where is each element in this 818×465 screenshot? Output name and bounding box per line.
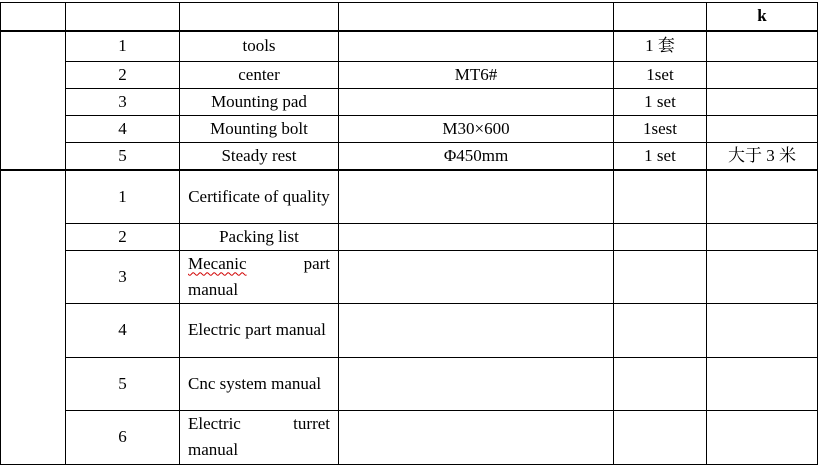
table-row (1, 250, 818, 303)
empty-cell (707, 170, 818, 223)
row-number: 5 (66, 143, 180, 171)
empty-cell (707, 303, 818, 357)
item-qty: 1sest (614, 116, 707, 143)
empty-cell (339, 223, 614, 250)
empty-cell (707, 357, 818, 410)
item-qty: 1set (614, 62, 707, 89)
header-cell (1, 3, 66, 31)
table-row (1, 410, 818, 464)
item-name: Steady rest (180, 143, 339, 171)
table-row (1, 223, 818, 250)
header-cell-k: k (707, 3, 818, 31)
empty-cell (339, 357, 614, 410)
empty-cell (339, 170, 614, 223)
header-row (1, 3, 818, 31)
empty-cell (614, 410, 707, 464)
row-number: 3 (66, 250, 180, 303)
row-number: 3 (66, 89, 180, 116)
table-row (1, 303, 818, 357)
table-row (1, 116, 818, 143)
item-note (707, 89, 818, 116)
row-number: 1 (66, 31, 180, 62)
item-spec: Φ450mm (339, 143, 614, 171)
empty-cell (339, 303, 614, 357)
equipment-table (0, 2, 818, 465)
empty-cell (339, 410, 614, 464)
item-spec (339, 31, 614, 62)
item-note: 大于 3 米 (707, 143, 818, 171)
row-number: 1 (66, 170, 180, 223)
row-number: 2 (66, 62, 180, 89)
item-spec (339, 89, 614, 116)
empty-cell (707, 223, 818, 250)
item-qty: 1 set (614, 143, 707, 171)
empty-cell (707, 250, 818, 303)
item-name: Electric part manual (180, 303, 339, 357)
row-number: 2 (66, 223, 180, 250)
header-cell (180, 3, 339, 31)
table-row (1, 170, 818, 223)
item-name-rest: part manual (188, 253, 330, 299)
item-name: center (180, 62, 339, 89)
header-cell (614, 3, 707, 31)
row-number: 5 (66, 357, 180, 410)
table-row (1, 357, 818, 410)
item-name: Packing list (180, 223, 339, 250)
item-spec: M30×600 (339, 116, 614, 143)
row-number: 6 (66, 410, 180, 464)
item-qty: 1 set (614, 89, 707, 116)
item-qty: 1 套 (614, 31, 707, 62)
item-name: tools (180, 31, 339, 62)
empty-cell (614, 170, 707, 223)
empty-cell (614, 250, 707, 303)
table-row (1, 143, 818, 171)
group-cell-documents (1, 170, 66, 464)
table-row (1, 89, 818, 116)
header-cell (339, 3, 614, 31)
table-row (1, 62, 818, 89)
empty-cell (339, 250, 614, 303)
empty-cell (614, 223, 707, 250)
row-number: 4 (66, 116, 180, 143)
item-note (707, 62, 818, 89)
empty-cell (707, 410, 818, 464)
item-spec: MT6# (339, 62, 614, 89)
group-cell-accessories (1, 31, 66, 171)
item-name: Electric turret manual (180, 410, 339, 464)
misspelled-word: Mecanic (188, 253, 247, 273)
empty-cell (614, 357, 707, 410)
item-note (707, 31, 818, 62)
item-name: Cnc system manual (180, 357, 339, 410)
item-name (180, 250, 339, 303)
item-name: Certificate of quality (180, 170, 339, 223)
item-name: Mounting pad (180, 89, 339, 116)
item-name: Mounting bolt (180, 116, 339, 143)
header-cell (66, 3, 180, 31)
row-number: 4 (66, 303, 180, 357)
table-row (1, 31, 818, 62)
item-note (707, 116, 818, 143)
empty-cell (614, 303, 707, 357)
